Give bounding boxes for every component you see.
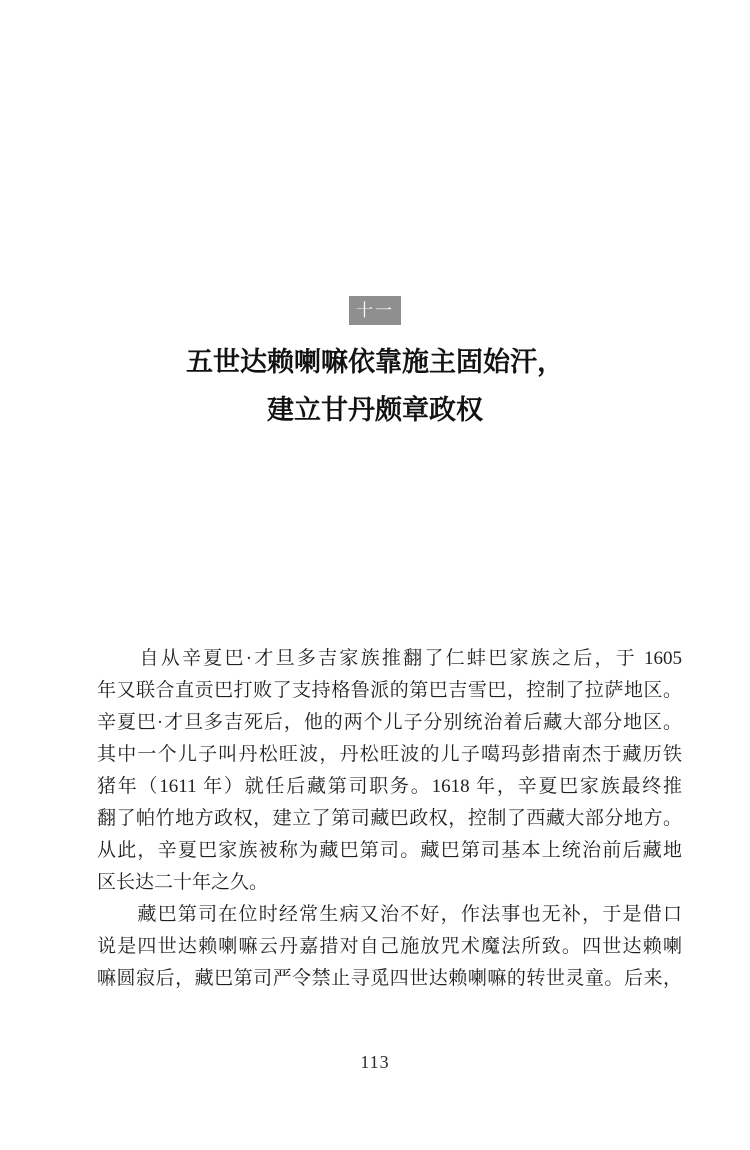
body-line: 年又联合直贡巴打败了支持格鲁派的第巴吉雪巴，控制了拉萨地区。: [97, 680, 682, 701]
body-line: 辛夏巴·才旦多吉死后，他的两个儿子分别统治着后藏大部分地区。: [97, 712, 682, 733]
body-line: 自从辛夏巴·才旦多吉家族推翻了仁蚌巴家族之后，于 1605: [97, 648, 682, 669]
body-line: 嘛圆寂后，藏巴第司严令禁止寻觅四世达赖喇嘛的转世灵童。后来，: [97, 968, 682, 989]
body-line: 翻了帕竹地方政权，建立了第司藏巴政权，控制了西藏大部分地方。: [97, 808, 682, 829]
body-text: [97, 643, 682, 995]
chapter-number-badge: 十一: [349, 296, 401, 325]
body-line: 说是四世达赖喇嘛云丹嘉措对自己施放咒术魔法所致。四世达赖喇: [97, 936, 682, 957]
body-line: 藏巴第司在位时经常生病又治不好，作法事也无补，于是借口: [97, 904, 682, 925]
body-line: 猪年（1611 年）就任后藏第司职务。1618 年，辛夏巴家族最终推: [97, 776, 682, 797]
page-number: 113: [360, 1052, 390, 1072]
body-line: 从此，辛夏巴家族被称为藏巴第司。藏巴第司基本上统治前后藏地: [97, 840, 682, 861]
chapter-title-line2: 建立甘丹颇章政权: [267, 395, 483, 425]
body-line: 其中一个儿子叫丹松旺波，丹松旺波的儿子噶玛彭措南杰于藏历铁: [97, 744, 682, 765]
body-line: 区长达二十年之久。: [97, 872, 269, 893]
chapter-title: [0, 338, 750, 434]
chapter-title-line1: 五世达赖喇嘛依靠施主固始汗，: [186, 347, 564, 377]
